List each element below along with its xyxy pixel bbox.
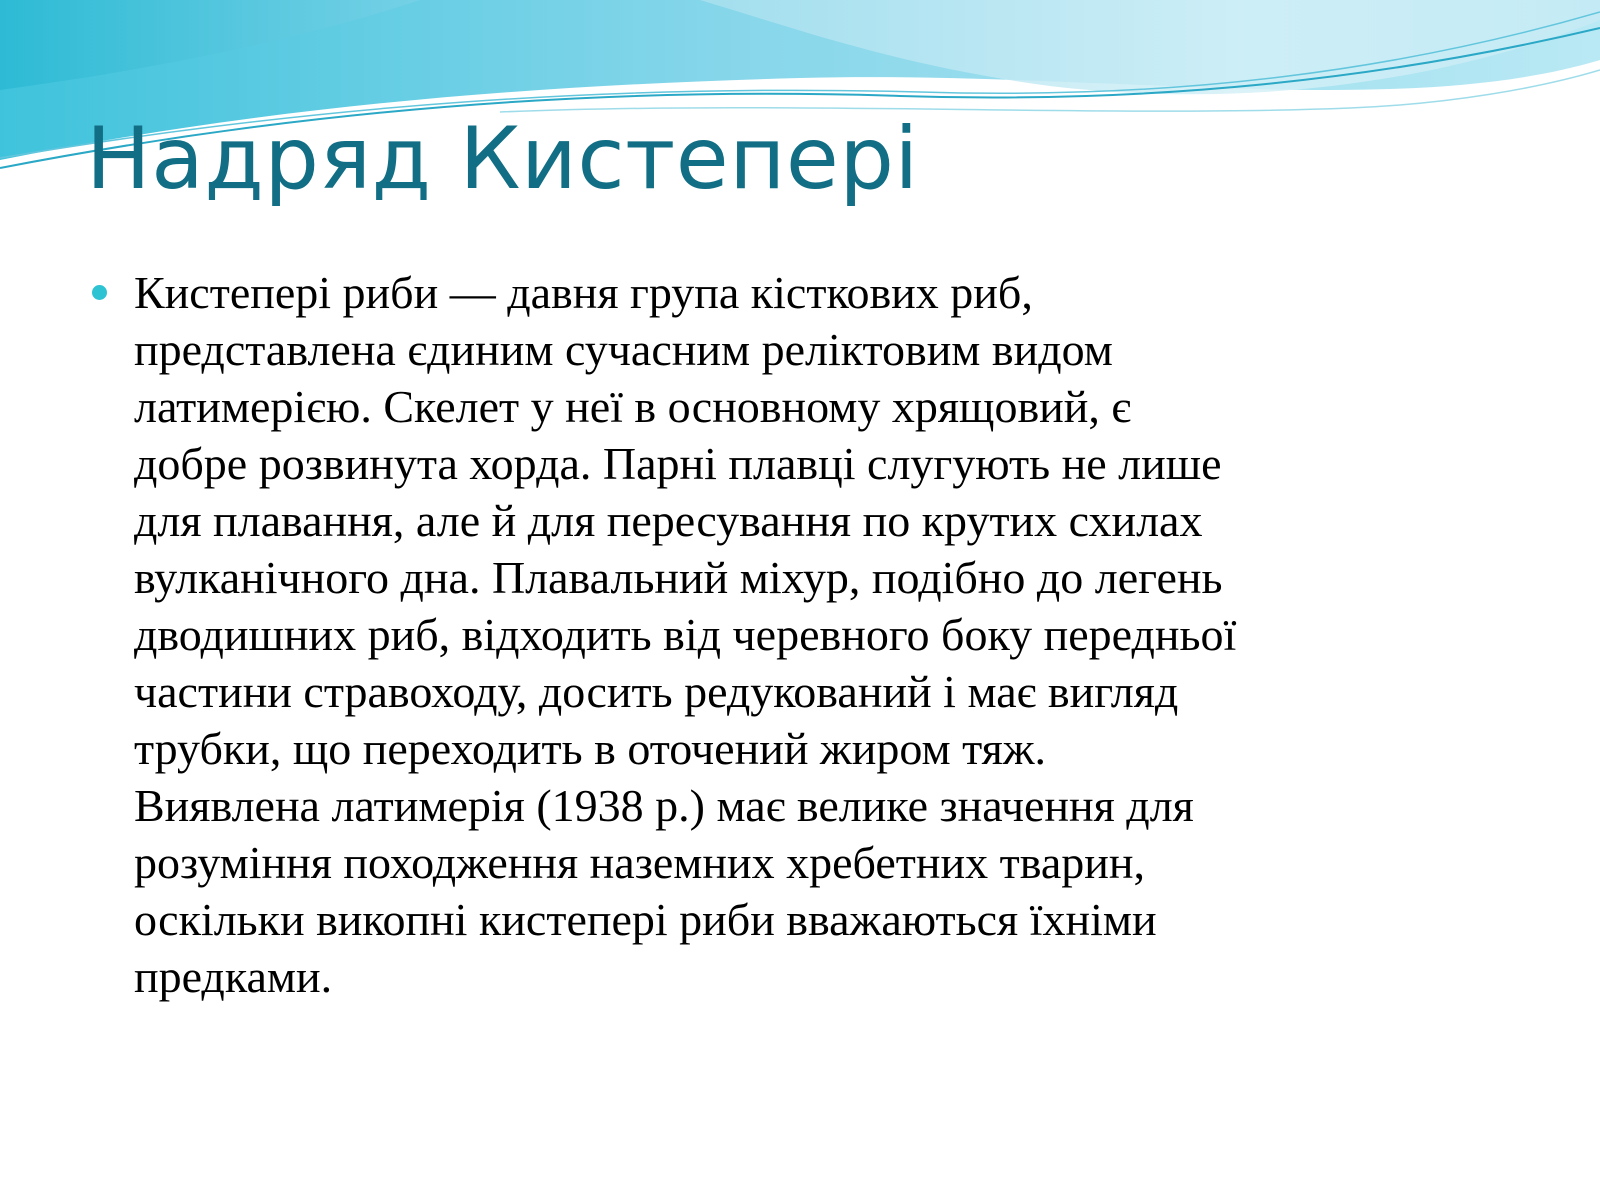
slide-title: Надряд Кистепері [86, 109, 919, 209]
bullet-text: Кистепері риби — давня група кісткових риб, представлена єдиним сучасним реліктовим видом латимерією. Скелет у неї в основному хрящовий, є добре розвинута хорда. Парні плавці слугують не лише для плавання, але й для пересування по крутих схилах вулканічного дна. Плавальний міхур, подібно до легень дводишних риб, відходить від черевного боку передньої частини стравоходу, досить редукований і має вигляд трубки, що переходить в оточений жиром тяж. Виявлена латимерія (1938 р.) має велике значення для розуміння походження наземних хребетних тварин, оскільки викопні кистепері риби вважаються їхніми предками. [134, 267, 1237, 1002]
bullet-icon [92, 285, 107, 300]
bullet-list [86, 264, 1516, 1005]
bullet-item [86, 264, 1516, 1005]
